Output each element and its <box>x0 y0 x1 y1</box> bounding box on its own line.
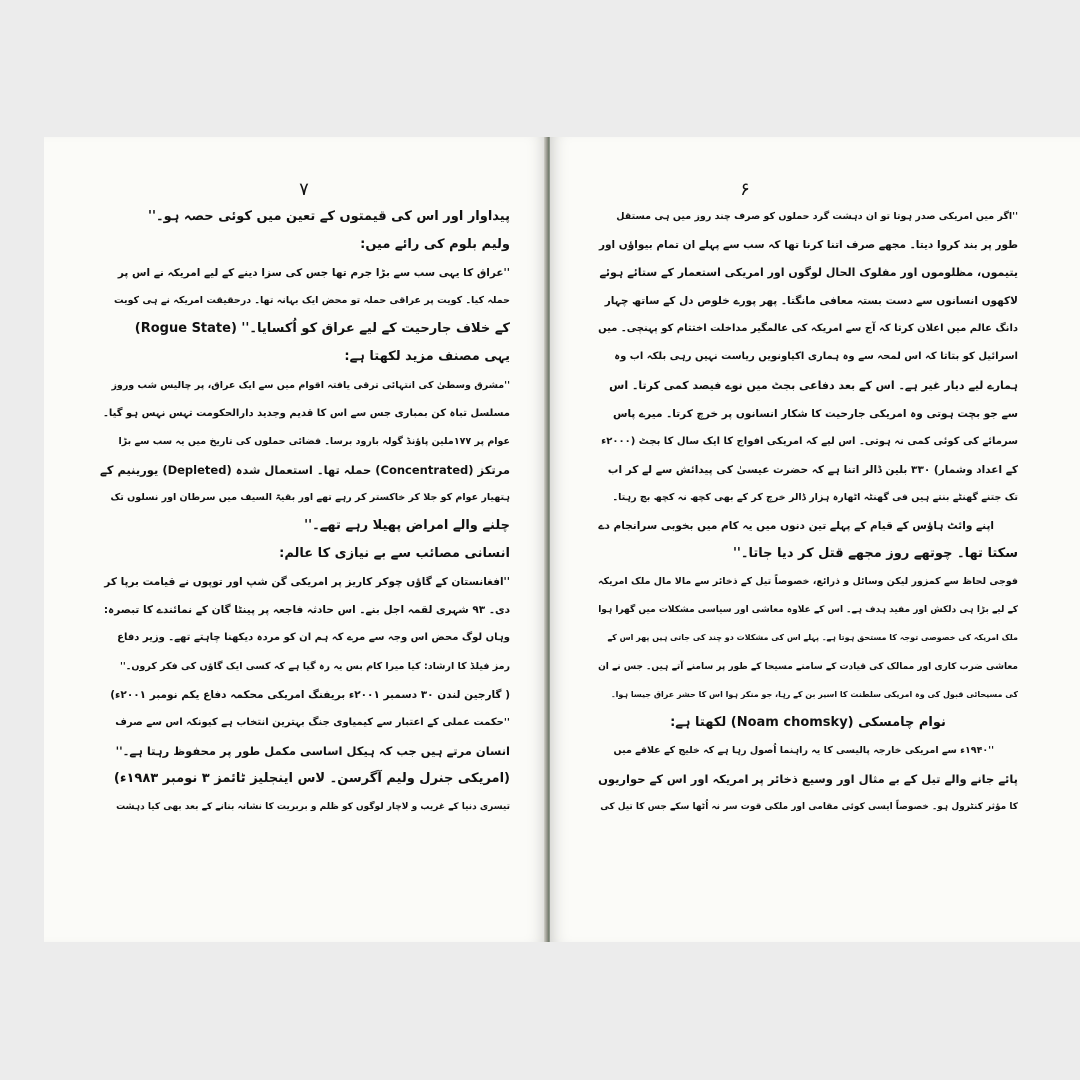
page-number-left: ۷ <box>299 179 309 200</box>
text-line: فوجی لحاظ سے کمزور لیکن وسائل و ذرائع، خصوصاً تیل کے ذخائر سے مالا مال ملک امریکہ <box>598 576 1018 588</box>
text-line: ''حکمت عملی کے اعتبار سے کیمیاوی جنگ بہترین انتخاب ہے کیونکہ اس سے صرف <box>115 716 510 728</box>
text-line: سے جو بچت ہوتی وہ امریکی جارحیت کا شکار انسانوں پر خرچ کرتا۔ میرے پاس <box>612 407 1018 420</box>
text-line: سکتا تھا۔ چوتھے روز مجھے قتل کر دیا جاتا۔'' <box>732 546 1018 562</box>
right-page-text <box>598 203 1018 821</box>
left-page-text <box>100 203 510 821</box>
text-line: ''عراق کا یہی سب سے بڑا جرم تھا جس کی سزا دینے کے لیے امریکہ نے اس پر <box>117 267 510 280</box>
text-line: انسان مرتے ہیں جب کہ ہیکل اساسی مکمل طور پر محفوظ رہتا ہے۔'' <box>115 743 510 758</box>
text-line: نوام چامسکی (Noam chomsky) لکھتا ہے: <box>670 714 946 730</box>
text-line: پیداوار اور اس کی قیمتوں کے تعین میں کوئی حصہ ہو۔'' <box>148 209 510 224</box>
citation-line: ( گارجین لندن ۳۰ دسمبر ۲۰۰۱ء بریفنگ امریکی محکمہ دفاع یکم نومبر ۲۰۰۱ء) <box>110 688 510 701</box>
text-line: یتیموں، مظلوموں اور مفلوک الحال لوگوں اور امریکی استعمار کے ستائے ہوئے <box>599 266 1018 280</box>
text-line: یہی مصنف مزید لکھتا ہے: <box>344 349 510 365</box>
text-line: اپنے وائٹ ہاؤس کے قیام کے پہلے تین دنوں میں یہ کام میں بخوبی سرانجام دے <box>598 520 994 533</box>
text-line: چلنے والے امراض پھیلا رہے تھے۔'' <box>304 518 510 534</box>
text-line: کا مؤثر کنٹرول ہو۔ خصوصاً ایسی کوئی مقامی اور ملکی قوت سر نہ اُٹھا سکے جس کا تیل کی <box>600 801 1018 812</box>
text-line: معاشی ضرب کاری اور ممالک کی قیادت کے سامنے مسیحا کے طور پر سامنے آتے ہیں۔ جس نے ان <box>598 661 1018 672</box>
text-line: پائے جانے والے تیل کے بے مثال اور وسیع ذخائر پر امریکہ اور اس کے حواریوں <box>598 771 1018 786</box>
text-line: کے خلاف جارحیت کے لیے عراق کو اُکسایا۔'' (Rogue State) <box>134 321 510 337</box>
left-page <box>44 137 546 942</box>
text-line: کے اعداد وشمار) ۳۳۰ بلین ڈالر اتنا ہے کہ حضرت عیسیٰ کی پیدائش سے لے کر اب <box>607 463 1018 476</box>
text-line: ملک امریکہ کی خصوصی توجہ کا مستحق ہوتا ہے۔ پہلے اس کی مشکلات دو چند کی جاتی ہیں پھر اس کے <box>607 633 1018 643</box>
text-line: حملہ کیا۔ کویت پر عراقی حملہ تو محض ایک بہانہ تھا۔ درحقیقت امریکہ نے ہی کویت <box>113 295 510 307</box>
text-line: لاکھوں انسانوں سے دست بستہ معافی مانگتا۔ پھر پورے خلوص دل کے ساتھ چہار <box>604 295 1018 308</box>
text-line: ہمارے لیے دیار غیر ہے۔ اس کے بعد دفاعی بجٹ میں نوے فیصد کمی کرتا۔ اس <box>609 378 1018 392</box>
text-line: عوام پر ۱۷۷ملین پاؤنڈ گولہ بارود برسا۔ فضائی حملوں کی تاریخ میں یہ سب سے بڑا <box>118 435 510 447</box>
text-line: سرمائے کی کوئی کمی نہ ہوتی۔ اس لیے کہ امریکی افواج کا ایک سال کا بجٹ (۲۰۰۰ء <box>601 435 1018 447</box>
text-line: مسلسل تباہ کن بمباری جس سے اس کا قدیم وجدید دارالحکومت تہس نہس ہو گیا۔ <box>103 407 510 419</box>
right-page <box>550 137 1080 942</box>
text-line: کی مسیحائی قبول کی وہ امریکی سلطنت کا اسیر بن کے رہا، جو منکر ہوا اس کا حشر عراق جیسا ہوا۔ <box>610 689 1018 699</box>
text-line: رمز فیلڈ کا ارشاد: کیا میرا کام بس یہ رہ گیا ہے کہ کسی ایک گاؤں کی فکر کروں۔'' <box>119 660 510 672</box>
citation-line: (امریکی جنرل ولیم آگرسن۔ لاس اینجلیز ٹائمز ۳ نومبر ۱۹۸۳ء) <box>113 770 510 786</box>
text-line: ''افغانستان کے گاؤں چوکر کاریز پر امریکی گن شپ اور توپوں نے قیامت برپا کر <box>104 576 510 589</box>
text-line: ''۱۹۴۰ء سے امریکی خارجہ پالیسی کا یہ راہنما اُصول رہا ہے کہ خلیج کے علاقے میں <box>613 744 994 756</box>
page-number-right: ۶ <box>740 179 750 200</box>
text-line: ہتھیار عوام کو جلا کر خاکستر کر رہے تھے اور بقیۃ السیف میں سرطان اور نسلوں تک <box>110 491 510 503</box>
text-line: انسانی مصائب سے بے نیازی کا عالم: <box>279 546 510 562</box>
text-line: ولیم بلوم کی رائے میں: <box>360 237 510 253</box>
text-line: وہاں لوگ محض اس وجہ سے مرے کہ ہم ان کو مردہ دیکھنا چاہتے تھے۔ وزیر دفاع <box>117 632 510 644</box>
text-line: تیسری دنیا کے غریب و لاچار لوگوں کو ظلم و بربریت کا نشانہ بنانے کے بعد بھی کیا دہشت <box>116 801 510 812</box>
text-line: ''مشرق وسطیٰ کی انتہائی ترقی یافتہ اقوام میں سے ایک عراق، پر چالیس شب وروز <box>111 379 510 391</box>
open-book-spread <box>44 137 1080 942</box>
text-line: اسرائیل کو بتاتا کہ اس لمحہ سے وہ ہماری اکیاونویں ریاست نہیں رہی بلکہ اب وہ <box>614 351 1018 363</box>
text-line: کے لیے بڑا ہی دلکش اور مفید ہدف ہے۔ اس کے علاوہ معاشی اور سیاسی مشکلات میں گھرا ہوا <box>598 605 1018 616</box>
text-line: ''اگر میں امریکی صدر ہوتا تو ان دہشت گرد حملوں کو صرف چند روز میں ہی مستقل <box>616 211 1018 222</box>
text-line: دی۔ ۹۳ شہری لقمہ اجل بنے۔ اس حادثہ فاجعہ پر پینٹا گان کے نمائندے کا تبصرہ: <box>103 604 510 617</box>
text-line: تک جتنے گھنٹے بنتے ہیں فی گھنٹہ اٹھارہ ہزار ڈالر خرچ کر کے بھی کچھ نہ کچھ بچ رہتا۔ <box>612 491 1018 503</box>
text-line: دانگ عالم میں اعلان کرتا کہ آج سے امریکہ کی عالمگیر مداخلت اختتام کو پہنچی۔ میں <box>598 323 1018 335</box>
text-line: مرتکز (Concentrated) حملہ تھا۔ استعمال شدہ (Depleted) یورینیم کے <box>100 462 510 477</box>
text-line: طور پر بند کروا دیتا۔ مجھے صرف اتنا کرنا تھا کہ سب سے پہلے ان تمام بیواؤں اور <box>598 239 1018 252</box>
